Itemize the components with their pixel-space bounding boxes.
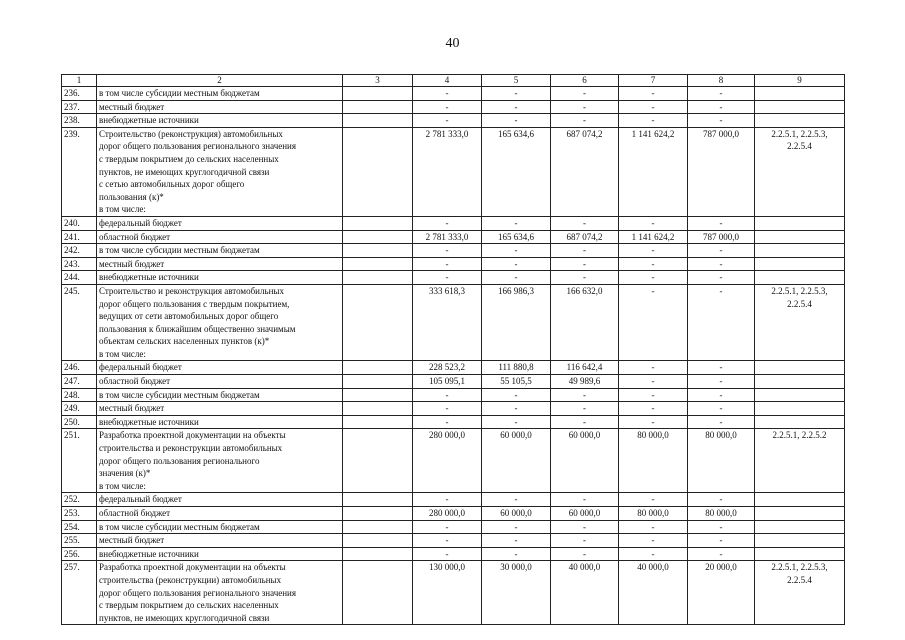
column-header: 8 (688, 75, 755, 87)
year-2-cell: 116 642,4 (551, 361, 619, 375)
column-3-cell (343, 361, 413, 375)
year-3-cell: - (619, 87, 688, 101)
total-cell: 228 523,2 (413, 361, 482, 375)
description-line: в том числе: (99, 204, 146, 215)
total-cell: - (413, 87, 482, 101)
description-line: дорог общего пользования регионального значения (99, 141, 297, 152)
indicator-ref-line: 2.2.5.4 (787, 298, 812, 309)
description-line: значения (к)* (99, 468, 151, 479)
table-row (62, 415, 845, 429)
year-3-cell: - (619, 100, 688, 114)
table-row (62, 520, 845, 534)
year-3-cell: - (619, 114, 688, 128)
year-3-cell: 1 141 624,2 (619, 230, 688, 244)
column-3-cell (343, 284, 413, 361)
description-line: Строительство (реконструкция) автомобильных (99, 128, 283, 139)
description-cell (97, 230, 343, 244)
total-cell: 105 095,1 (413, 375, 482, 389)
year-1-cell: 60 000,0 (482, 507, 551, 521)
year-1-cell: - (482, 114, 551, 128)
description-line: пользования к ближайшим общественно значимым (99, 323, 296, 334)
table-row (62, 257, 845, 271)
year-1-cell: - (482, 257, 551, 271)
description-line: Разработка проектной документации на объекты (99, 562, 286, 573)
description-line: в том числе субсидии местным бюджетам (99, 88, 260, 98)
indicator-ref-cell (755, 429, 845, 493)
indicator-ref-cell (755, 271, 845, 285)
indicator-ref-cell (755, 534, 845, 548)
column-3-cell (343, 507, 413, 521)
description-cell (97, 520, 343, 534)
indicator-ref-cell (755, 493, 845, 507)
page-number: 40 (445, 36, 460, 51)
table-row (62, 561, 845, 625)
column-header: 1 (62, 75, 97, 87)
year-4-cell: - (688, 547, 755, 561)
year-4-cell: - (688, 100, 755, 114)
indicator-ref-cell (755, 507, 845, 521)
description-line: объектам сельских населенных пунктов (к)* (99, 336, 270, 347)
description-cell (97, 87, 343, 101)
description-line: с сетью автомобильных дорог общего (99, 179, 245, 190)
year-4-cell: 80 000,0 (688, 507, 755, 521)
year-2-cell: - (551, 493, 619, 507)
description-line: внебюджетные источники (99, 416, 199, 427)
column-3-cell (343, 429, 413, 493)
description-line: местный бюджет (99, 535, 165, 546)
row-number-cell: 257. (62, 561, 97, 625)
year-3-cell: - (619, 361, 688, 375)
row-number-cell: 238. (62, 114, 97, 128)
total-cell: 2 781 333,0 (413, 127, 482, 216)
total-cell: - (413, 271, 482, 285)
column-3-cell (343, 100, 413, 114)
year-1-cell: - (482, 244, 551, 258)
description-line: дорог общего пользования регионального значения (99, 587, 297, 598)
table-row (62, 361, 845, 375)
table-header-row (62, 75, 845, 87)
year-2-cell: - (551, 520, 619, 534)
description-cell (97, 244, 343, 258)
description-cell (97, 127, 343, 216)
description-cell (97, 534, 343, 548)
description-line: ведущих от сети автомобильных дорог общего (99, 311, 279, 322)
row-number-cell: 242. (62, 244, 97, 258)
table-row (62, 534, 845, 548)
year-3-cell: - (619, 257, 688, 271)
total-cell: - (413, 114, 482, 128)
indicator-ref-line: 2.2.5.1, 2.2.5.3, (771, 285, 828, 296)
year-4-cell: - (688, 114, 755, 128)
year-2-cell: - (551, 87, 619, 101)
year-3-cell: - (619, 547, 688, 561)
description-line: пунктов, не имеющих круглогодичной связи (99, 612, 270, 623)
indicator-ref-line: 2.2.5.4 (787, 141, 812, 152)
total-cell: - (413, 388, 482, 402)
year-1-cell: - (482, 415, 551, 429)
column-3-cell (343, 388, 413, 402)
year-3-cell: - (619, 493, 688, 507)
description-cell (97, 507, 343, 521)
row-number-cell: 253. (62, 507, 97, 521)
indicator-ref-line: 2.2.5.1, 2.2.5.3, (771, 128, 828, 139)
year-4-cell: - (688, 87, 755, 101)
row-number-cell: 241. (62, 230, 97, 244)
column-3-cell (343, 547, 413, 561)
indicator-ref-cell (755, 520, 845, 534)
total-cell: - (413, 493, 482, 507)
row-number-cell: 237. (62, 100, 97, 114)
description-cell (97, 271, 343, 285)
description-cell (97, 561, 343, 625)
column-3-cell (343, 493, 413, 507)
description-line: дорог общего пользования регионального (99, 455, 260, 466)
year-2-cell: 49 989,6 (551, 375, 619, 389)
indicator-ref-cell (755, 230, 845, 244)
year-2-cell: - (551, 415, 619, 429)
total-cell: - (413, 402, 482, 416)
column-3-cell (343, 375, 413, 389)
description-cell (97, 100, 343, 114)
year-4-cell: - (688, 284, 755, 361)
indicator-ref-cell (755, 388, 845, 402)
table-row (62, 493, 845, 507)
year-4-cell: - (688, 361, 755, 375)
row-number-cell: 254. (62, 520, 97, 534)
description-cell (97, 547, 343, 561)
total-cell: 333 618,3 (413, 284, 482, 361)
column-header: 2 (97, 75, 343, 87)
year-1-cell: 60 000,0 (482, 429, 551, 493)
total-cell: - (413, 257, 482, 271)
year-1-cell: - (482, 520, 551, 534)
description-line: местный бюджет (99, 403, 165, 414)
description-line: местный бюджет (99, 258, 165, 269)
year-4-cell: - (688, 402, 755, 416)
indicator-ref-cell (755, 87, 845, 101)
year-2-cell: 166 632,0 (551, 284, 619, 361)
row-number-cell: 250. (62, 415, 97, 429)
row-number-cell: 243. (62, 257, 97, 271)
column-3-cell (343, 415, 413, 429)
row-number-cell: 256. (62, 547, 97, 561)
year-3-cell: - (619, 520, 688, 534)
total-cell: 2 781 333,0 (413, 230, 482, 244)
year-2-cell: - (551, 388, 619, 402)
indicator-ref-cell (755, 127, 845, 216)
indicator-ref-cell (755, 375, 845, 389)
year-3-cell: - (619, 284, 688, 361)
year-2-cell: - (551, 257, 619, 271)
year-1-cell: 111 880,8 (482, 361, 551, 375)
year-2-cell: 687 074,2 (551, 230, 619, 244)
column-header: 5 (482, 75, 551, 87)
year-3-cell: - (619, 244, 688, 258)
row-number-cell: 239. (62, 127, 97, 216)
description-line: федеральный бюджет (99, 217, 182, 228)
year-1-cell: 166 986,3 (482, 284, 551, 361)
year-1-cell: - (482, 216, 551, 230)
description-line: в том числе: (99, 348, 146, 359)
table-row (62, 507, 845, 521)
year-4-cell: - (688, 244, 755, 258)
indicator-ref-cell (755, 100, 845, 114)
description-line: с твердым покрытием до сельских населенных (99, 153, 279, 164)
indicator-ref-cell (755, 257, 845, 271)
column-3-cell (343, 534, 413, 548)
description-cell (97, 375, 343, 389)
year-4-cell: - (688, 534, 755, 548)
indicator-ref-cell (755, 216, 845, 230)
year-3-cell: - (619, 216, 688, 230)
column-header: 6 (551, 75, 619, 87)
year-2-cell: 40 000,0 (551, 561, 619, 625)
description-line: в том числе субсидии местным бюджетам (99, 245, 260, 256)
description-line: внебюджетные источники (99, 548, 199, 559)
description-line: областной бюджет (99, 376, 171, 387)
year-1-cell: - (482, 547, 551, 561)
table-row (62, 284, 845, 361)
year-4-cell: 80 000,0 (688, 429, 755, 493)
table-row (62, 127, 845, 216)
year-1-cell: - (482, 100, 551, 114)
column-3-cell (343, 520, 413, 534)
year-1-cell: 165 634,6 (482, 127, 551, 216)
total-cell: - (413, 534, 482, 548)
year-3-cell: 80 000,0 (619, 429, 688, 493)
description-line: областной бюджет (99, 508, 171, 518)
total-cell: 130 000,0 (413, 561, 482, 625)
row-number-cell: 255. (62, 534, 97, 548)
indicator-ref-line: 2.2.5.1, 2.2.5.3, (771, 562, 828, 573)
column-3-cell (343, 127, 413, 216)
column-3-cell (343, 244, 413, 258)
year-3-cell: - (619, 388, 688, 402)
row-number-cell: 240. (62, 216, 97, 230)
description-cell (97, 415, 343, 429)
table-row (62, 375, 845, 389)
year-4-cell: - (688, 375, 755, 389)
year-2-cell: - (551, 534, 619, 548)
description-cell (97, 114, 343, 128)
description-line: пунктов, не имеющих круглогодичной связи (99, 166, 270, 177)
column-3-cell (343, 402, 413, 416)
total-cell: - (413, 244, 482, 258)
table-row (62, 100, 845, 114)
table-row (62, 402, 845, 416)
table-row (62, 216, 845, 230)
total-cell: 280 000,0 (413, 507, 482, 521)
total-cell: - (413, 216, 482, 230)
year-3-cell: 1 141 624,2 (619, 127, 688, 216)
column-header: 3 (343, 75, 413, 87)
row-number-cell: 251. (62, 429, 97, 493)
indicator-ref-cell (755, 244, 845, 258)
description-cell (97, 402, 343, 416)
row-number-cell: 247. (62, 375, 97, 389)
row-number-cell: 248. (62, 388, 97, 402)
description-cell (97, 216, 343, 230)
year-3-cell: 40 000,0 (619, 561, 688, 625)
description-line: в том числе субсидии местным бюджетам (99, 521, 260, 532)
description-line: федеральный бюджет (99, 362, 182, 373)
description-cell (97, 361, 343, 375)
total-cell: - (413, 520, 482, 534)
description-line: строительства (реконструкции) автомобильных (99, 574, 282, 585)
column-3-cell (343, 257, 413, 271)
year-1-cell: - (482, 402, 551, 416)
column-header: 7 (619, 75, 688, 87)
financing-table (61, 74, 845, 625)
column-3-cell (343, 216, 413, 230)
year-4-cell: 787 000,0 (688, 127, 755, 216)
year-2-cell: - (551, 402, 619, 416)
indicator-ref-cell (755, 561, 845, 625)
description-line: внебюджетные источники (99, 115, 199, 126)
row-number-cell: 236. (62, 87, 97, 101)
table-row (62, 230, 845, 244)
description-line: в том числе: (99, 480, 146, 491)
year-4-cell: - (688, 271, 755, 285)
year-2-cell: - (551, 216, 619, 230)
indicator-ref-cell (755, 114, 845, 128)
year-2-cell: - (551, 547, 619, 561)
year-3-cell: - (619, 415, 688, 429)
year-4-cell: - (688, 520, 755, 534)
year-4-cell: - (688, 216, 755, 230)
year-3-cell: - (619, 375, 688, 389)
year-4-cell: 20 000,0 (688, 561, 755, 625)
description-line: Разработка проектной документации на объекты (99, 430, 286, 441)
indicator-ref-cell (755, 361, 845, 375)
year-4-cell: - (688, 415, 755, 429)
year-2-cell: - (551, 244, 619, 258)
year-1-cell: - (482, 493, 551, 507)
year-2-cell: 60 000,0 (551, 429, 619, 493)
column-header: 9 (755, 75, 845, 87)
year-2-cell: - (551, 271, 619, 285)
row-number-cell: 244. (62, 271, 97, 285)
column-header: 4 (413, 75, 482, 87)
description-line: в том числе субсидии местным бюджетам (99, 389, 260, 400)
description-line: пользования (к)* (99, 191, 164, 202)
year-2-cell: 60 000,0 (551, 507, 619, 521)
year-1-cell: - (482, 388, 551, 402)
year-3-cell: - (619, 271, 688, 285)
row-number-cell: 246. (62, 361, 97, 375)
description-line: Строительство и реконструкция автомобильных (99, 285, 284, 296)
description-cell (97, 429, 343, 493)
total-cell: - (413, 415, 482, 429)
year-1-cell: 55 105,5 (482, 375, 551, 389)
description-cell (97, 284, 343, 361)
year-4-cell: - (688, 493, 755, 507)
description-line: строительства и реконструкции автомобильных (99, 443, 283, 454)
indicator-ref-cell (755, 284, 845, 361)
description-line: дорог общего пользования с твердым покрытием, (99, 298, 290, 309)
year-3-cell: 80 000,0 (619, 507, 688, 521)
column-3-cell (343, 271, 413, 285)
description-line: внебюджетные источники (99, 272, 199, 283)
description-line: федеральный бюджет (99, 494, 182, 505)
year-4-cell: - (688, 257, 755, 271)
description-cell (97, 257, 343, 271)
description-cell (97, 388, 343, 402)
year-2-cell: - (551, 114, 619, 128)
table-row (62, 388, 845, 402)
column-3-cell (343, 230, 413, 244)
column-3-cell (343, 561, 413, 625)
description-line: местный бюджет (99, 101, 165, 112)
table-row (62, 271, 845, 285)
total-cell: - (413, 547, 482, 561)
table-row (62, 87, 845, 101)
table-row (62, 114, 845, 128)
indicator-ref-line: 2.2.5.1, 2.2.5.2 (772, 430, 827, 441)
year-1-cell: 165 634,6 (482, 230, 551, 244)
row-number-cell: 245. (62, 284, 97, 361)
year-4-cell: - (688, 388, 755, 402)
year-2-cell: - (551, 100, 619, 114)
year-1-cell: - (482, 87, 551, 101)
year-3-cell: - (619, 534, 688, 548)
year-1-cell: - (482, 534, 551, 548)
row-number-cell: 252. (62, 493, 97, 507)
table-row (62, 429, 845, 493)
indicator-ref-line: 2.2.5.4 (787, 574, 812, 585)
total-cell: 280 000,0 (413, 429, 482, 493)
total-cell: - (413, 100, 482, 114)
year-1-cell: 30 000,0 (482, 561, 551, 625)
description-line: областной бюджет (99, 231, 171, 242)
row-number-cell: 249. (62, 402, 97, 416)
indicator-ref-cell (755, 547, 845, 561)
indicator-ref-cell (755, 415, 845, 429)
indicator-ref-cell (755, 402, 845, 416)
column-3-cell (343, 114, 413, 128)
year-1-cell: - (482, 271, 551, 285)
year-3-cell: - (619, 402, 688, 416)
year-2-cell: 687 074,2 (551, 127, 619, 216)
description-cell (97, 493, 343, 507)
table-row (62, 244, 845, 258)
table-row (62, 547, 845, 561)
column-3-cell (343, 87, 413, 101)
year-4-cell: 787 000,0 (688, 230, 755, 244)
description-line: с твердым покрытием до сельских населенных (99, 600, 279, 611)
